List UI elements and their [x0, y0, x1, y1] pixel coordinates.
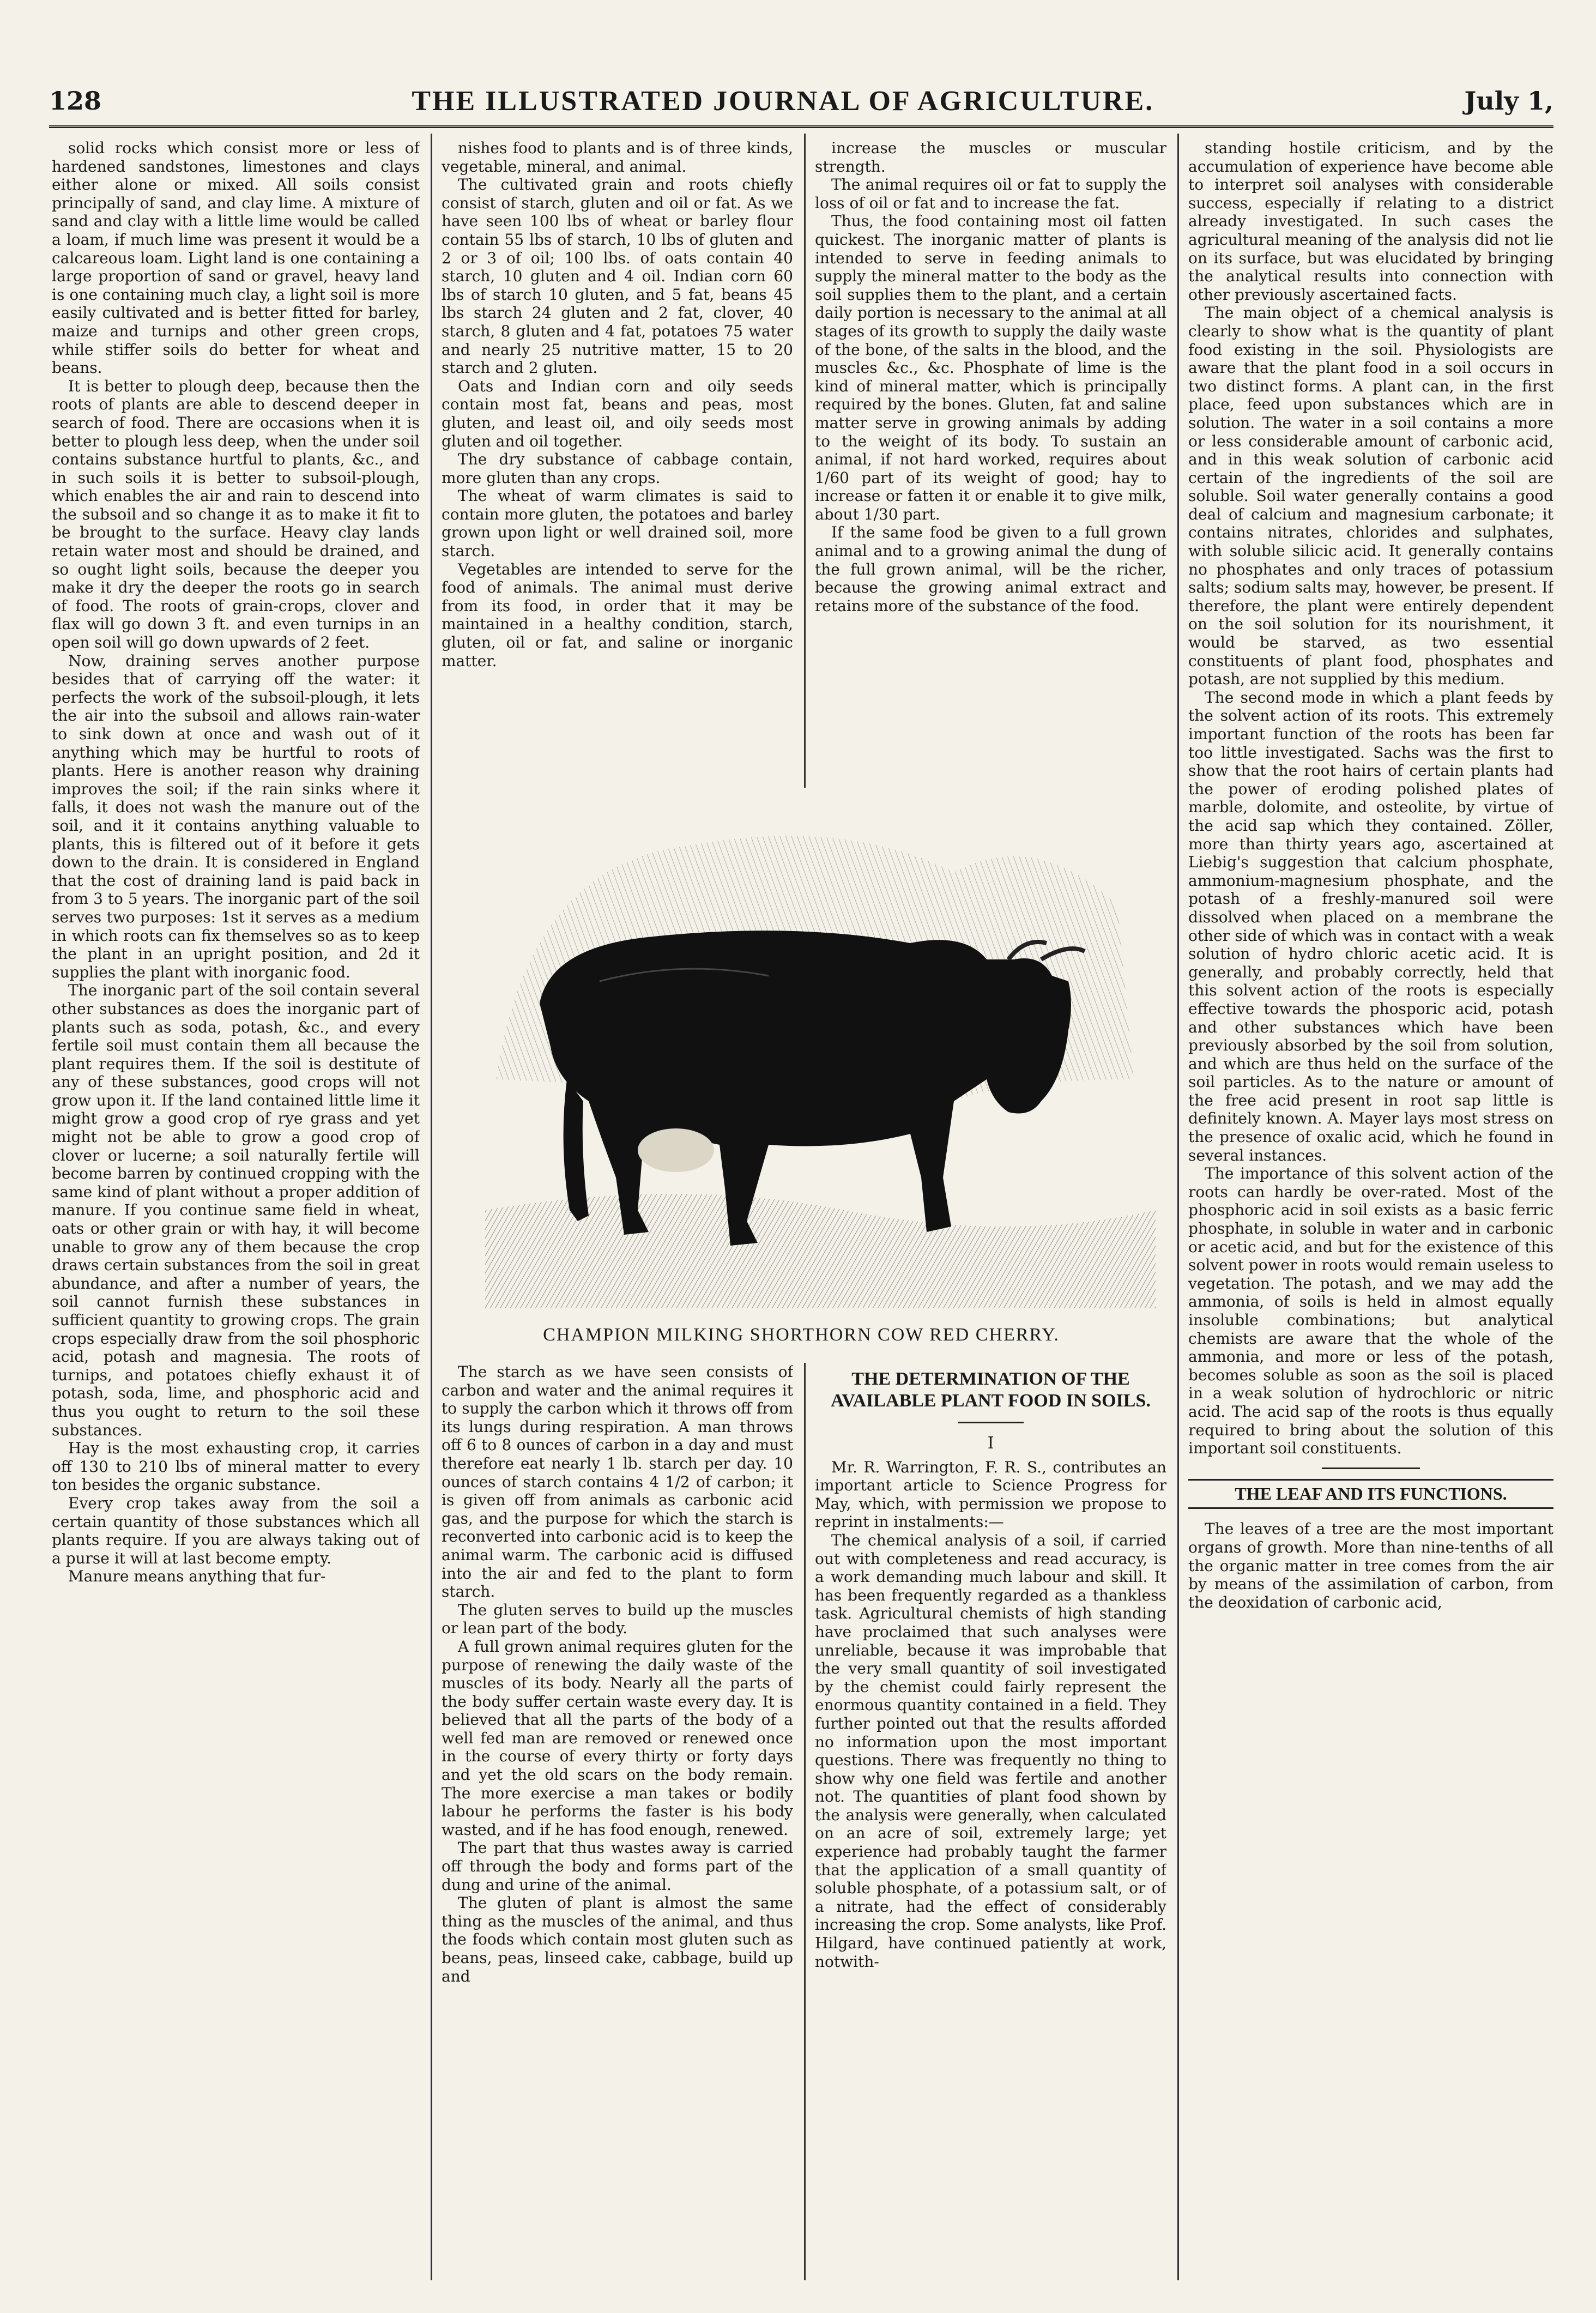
column-rule	[804, 134, 806, 788]
column-rule	[1177, 134, 1179, 2280]
column-4	[1188, 139, 1553, 2281]
journal-title: THE ILLUSTRATED JOURNAL OF AGRICULTURE.	[412, 85, 1154, 117]
paragraph: The second mode in which a plant feeds by the solvent action of its roots. This extremely important function of the roots has been far too little investigated. Sachs was the first to show that the root hairs of certain plants had the power of eroding polished plates of marble, dolomite, and osteolite, by virtue of the acid sap which they contained. Zöller, more than thirty years ago, ascertained at Liebig's suggestion that calcium phosphate, ammonium-magnesium phosphate, and the potash of a freshly-manured soil were dissolved when placed on a membrane the other side of which was in contact with a weak solution of hydro chloric acetic acid. It is generally, and probably correctly, held that this solvent action of the roots is especially effective towards the phosporic acid, potash and other substances which have been previously absorbed by the soil from solution, and which are thus held on the surface of the soil particles. As to the nature or amount of the free acid present in root sap little is definitely known. A. Mayer lays most stress on the presence of oxalic acid, which he found in several instances.	[1188, 688, 1553, 1164]
paragraph: Hay is the most exhausting crop, it carries off 130 to 210 lbs of mineral matter to every ton besides the organic substance.	[52, 1439, 420, 1494]
page-header	[49, 76, 1553, 128]
column-rule	[431, 134, 432, 2280]
part-numeral: I	[987, 1434, 994, 1453]
paragraph: The dry substance of cabbage contain, more gluten than any crops.	[442, 450, 793, 487]
paragraph: The gluten serves to build up the muscles or lean part of the body.	[442, 1601, 793, 1638]
page-number: 128	[49, 86, 102, 116]
paragraph: A full grown animal requires gluten for the purpose of renewing the daily waste of the muscles of its body. Nearly all the parts of the body suffer certain waste every day. It is believed that all the parts of the body of a well fed man are removed or renewed once in the course of every thirty or forty days and yet the old scars on the body remain. The more exercise a man takes or bodily labour he performs the faster is his body wasted, and if he has food enough, renewed.	[442, 1637, 793, 1839]
column-3-bottom	[815, 1368, 1166, 2284]
paragraph: Thus, the food containing most oil fatten quickest. The inorganic matter of plants is intended to serve in feeding animals to supply the mineral matter to the body as the soil supplies them to the plant, and a certain daily portion is necessary to the animal at all stages of its growth to supply the daily waste of the bone, of the salts in the blood, and the muscles &c., &c. Phosphate of lime is the kind of mineral matter, which is principally required by the bones. Gluten, fat and saline matter serve in growing animals by adding to the weight of its body. To sustain an animal, if not hard worked, requires about 1/60 part of its weight of good; hay to increase or fatten it or enable it to give milk, about 1/30 part.	[815, 212, 1166, 523]
section-title: THE LEAF AND ITS FUNCTIONS.	[1188, 1479, 1553, 1509]
column-2-bottom	[442, 1363, 793, 2284]
paragraph: increase the muscles or muscular strength.	[815, 139, 1166, 176]
paragraph: Oats and Indian corn and oily seeds contain most fat, beans and peas, most gluten, and least oil, and oily seeds most gluten and oil together.	[442, 377, 793, 450]
paragraph: Manure means anything that fur-	[68, 1567, 326, 1586]
paragraph: solid rocks which consist more or less of hardened sandstones, limestones and clays either alone or mixed. All soils consist principally of sand, and clay lime. A mixture of sand and clay with a little lime would be called a loam, if much lime was present it would be a calcareous loam. Light land is one containing a large proportion of sand or gravel, heavy land is one containing much clay, a light soil is more easily cultivated and is better fitted for barley, maize and turnips and other green crops, while stiffer soils do better for wheat and beans.	[52, 139, 420, 377]
paragraph: The main object of a chemical analysis is clearly to show what is the quantity of plant food existing in the soil. Physiologists are aware that the plant food in a soil occurs in two distinct forms. A plant can, in the first place, feed upon substances which are in solution. The water in a soil contains a more or less considerable amount of carbonic acid, and in this weak solution of carbonic acid certain of the ingredients of the soil are soluble. Soil water generally contains a good deal of calcium and magnesium carbonate; it contains nitrates, chlorides and sulphates, with soluble silicic acid. It generally contains no phosphates and only traces of potassium salts; sodium salts may, however, be present. If therefore, the plant were entirely dependent on the soil solution for its nourishment, it would be starved, as two essential constituents of plant food, phosphates and potash, are not supplied by this medium.	[1188, 304, 1553, 689]
cow-illustration	[463, 796, 1166, 1319]
title-rule	[958, 1422, 1024, 1423]
column-rule	[804, 1363, 806, 2280]
paragraph: The starch as we have seen consists of carbon and water and the animal requires it to supply the carbon which it throws off from its lungs during respiration. A man throws off 6 to 8 ounces of carbon in a day and must therefore eat nearly 1 lb. starch per day. 10 ounces of starch contains 4 1/2 of carbon; it is given off from animals as carbonic acid gas, and the purpose for which the starch is reconverted into carbonic acid is to keep the animal warm. The carbonic acid is diffused into the air and fed to the plant to form starch.	[442, 1363, 793, 1601]
paragraph: The leaves of a tree are the most important organs of growth. More than nine-tenths of all the organic matter in tree comes from the air by means of the assimilation of carbon, from the deoxidation of carbonic acid,	[1188, 1520, 1553, 1611]
paragraph: The wheat of warm climates is said to contain more gluten, the potatoes and barley grown upon light or well drained soil, more starch.	[442, 487, 793, 560]
cow-engraving	[463, 796, 1166, 1319]
paragraph: The inorganic part of the soil contain several other substances as does the inorganic part of plants such as soda, potash, &c., and every fertile soil must contain them all because the plant requires them. If the soil is destitute of any of these substances, good crops will not grow upon it. If the land contained little lime it might grow a good crop of rye grass and yet might not be able to grow a good crop of clover or lucerne; a soil naturally fertile will become barren by continued cropping with the same kind of plant without a proper addition of manure. If you continue same field in wheat, oats or other grain or with hay, it will become unable to grow any of them because the crop draws certain substances from the soil in great abundance, and after a number of years, the soil cannot furnish these substances in sufficient quantity to growing crops. The grain crops especially draw from the soil phosphoric acid, potash and magnesia. The roots of turnips, and potatoes chiefly exhaust it of potash, soda, lime, and phosphoric acid and thus you ought to return to the soil these substances.	[52, 981, 420, 1439]
issue-date: July 1,	[1464, 86, 1553, 116]
paragraph: If the same food be given to a full grown animal and to a growing animal the dung of the full grown animal, will be the richer, because the growing animal extract and retains more of the substance of the food.	[815, 523, 1166, 615]
paragraph: Vegetables are intended to serve for the food of animals. The animal must derive from its food, in order that it may be maintained in a healthy condition, starch, gluten, oil or fat, and saline or inorganic matter.	[442, 560, 793, 670]
paragraph: The gluten of plant is almost the same thing as the muscles of the animal, and thus the foods which contain most gluten such as beans, peas, linseed cake, cabbage, build up and	[442, 1894, 793, 1985]
paragraph: The part that thus wastes away is carried off through the body and forms part of the dung and urine of the animal.	[442, 1839, 793, 1894]
paragraph: Mr. R. Warrington, F. R. S., contributes an important article to Science Progress for May, which, with permission we propose to reprint in instalments:—	[815, 1458, 1166, 1531]
paragraph: The importance of this solvent action of the roots can hardly be over-rated. Most of the phosphoric acid in soil exists as a basic ferric phosphate, in soluble in water and in carbonic or acetic acid, and but for the existence of this solvent power in roots would remain useless to vegetation. The potash, and we may add the ammonia, of soils is held in almost equally insoluble combinations; but analytical chemists are aware that the whole of the ammonia, and more or less of the potash, becomes soluble as soon as the soil is placed in a weak solution of hydrochloric or nitric acid. The acid sap of the roots is thus equally required to bring about the solution of this important soil constituents.	[1188, 1164, 1553, 1458]
paragraph: It is better to plough deep, because then the roots of plants are able to descend deeper in search of food. There are occasions when it is better to plough less deep, when the under soil contains substance hurtful to plants, &c., and in such soils it is better to subsoil-plough, which enables the air and rain to descend into the subsoil and so change it as to make it fit to be brought to the surface. Heavy clay lands retain water most and should be drained, and so ought light soils, because the deeper you make it dry the deeper the roots go in search of food. The roots of grain-crops, clover and flax will go down 3 ft. and even turnips in an open soil will go down upwards of 2 feet.	[52, 377, 420, 652]
column-2-top	[442, 139, 793, 788]
paragraph: standing hostile criticism, and by the accumulation of experience have become able to interpret soil analyses with considerable success, especially if relating to a district already investigated. In such cases the agricultural meaning of the analysis did not lie on its surface, but was elucidated by bringing the analytical results into connection with other previously ascertained facts.	[1188, 139, 1553, 304]
article-title: THE DETERMINATION OF THE AVAILABLE PLANT FOOD IN SOILS.	[831, 1369, 1151, 1411]
paragraph: Every crop takes away from the soil a certain quantity of those substances which all plants require. If you are always taking out of a purse it will at last become empty.	[52, 1494, 420, 1567]
figure-caption: CHAMPION MILKING SHORTHORN COW RED CHERRY.	[543, 1325, 1060, 1345]
column-1	[52, 139, 420, 2281]
paragraph: The animal requires oil or fat to supply the loss of oil or fat and to increase the fat.	[815, 176, 1166, 212]
paragraph: The cultivated grain and roots chiefly consist of starch, gluten and oil or fat. As we have seen 100 lbs of wheat or barley flour contain 55 lbs of starch, 10 lbs of gluten and 2 or 3 of oil; 100 lbs. of oats contain 40 starch, 10 gluten and 4 oil. Indian corn 60 lbs of starch 10 gluten, and 5 fat, beans 45 lbs starch 24 gluten and 2 fat, clover, 40 starch, 8 gluten and 4 fat, potatoes 75 water and nearly 25 nutritive matter, 15 to 20 starch and 2 gluten.	[442, 176, 793, 377]
paragraph: Now, draining serves another purpose besides that of carrying off the water: it perfects the work of the subsoil-plough, it lets the air into the subsoil and allows rain-water to sink down at once and wash out of it anything which may be hurtful to roots of plants. Here is another reason why draining improves the soil; if the rain sinks where it falls, it does not wash the manure out of the soil, and it it contains anything valuable to plants, this is filtered out of it before it gets down to the drain. It is considered in England that the cost of draining land is paid back in from 3 to 5 years. The inorganic part of the soil serves two purposes: 1st it serves as a medium in which roots can fix themselves so as to keep the plant in an upright position, and 2d it supplies the plant with inorganic food.	[52, 651, 420, 981]
paragraph: nishes food to plants and is of three kinds, vegetable, mineral, and animal.	[442, 139, 793, 176]
column-3-top	[815, 139, 1166, 788]
paragraph: The chemical analysis of a soil, if carried out with completeness and read accuracy, is a work demanding much labour and skill. It has been frequently regarded as a thankless task. Agricultural chemists of high standing have proclaimed that such analyses were unreliable, because it was improbable that the very small quantity of soil investigated by the chemist could fairly represent the enormous quantity contained in a field. They further pointed out that the results afforded no information upon the most important questions. There was frequently no thing to show why one field was fertile and another not. The quantities of plant food shown by the analysis were generally, when calculated on an acre of soil, extremely large; yet experience had probably taught the farmer that the application of a small quantity of soluble phosphate, of a potassium salt, or of a nitrate, had the effect of considerably increasing the crop. Some analysts, like Prof. Hilgard, have continued patiently at work, notwith-	[815, 1531, 1166, 1971]
section-rule	[1322, 1467, 1420, 1469]
